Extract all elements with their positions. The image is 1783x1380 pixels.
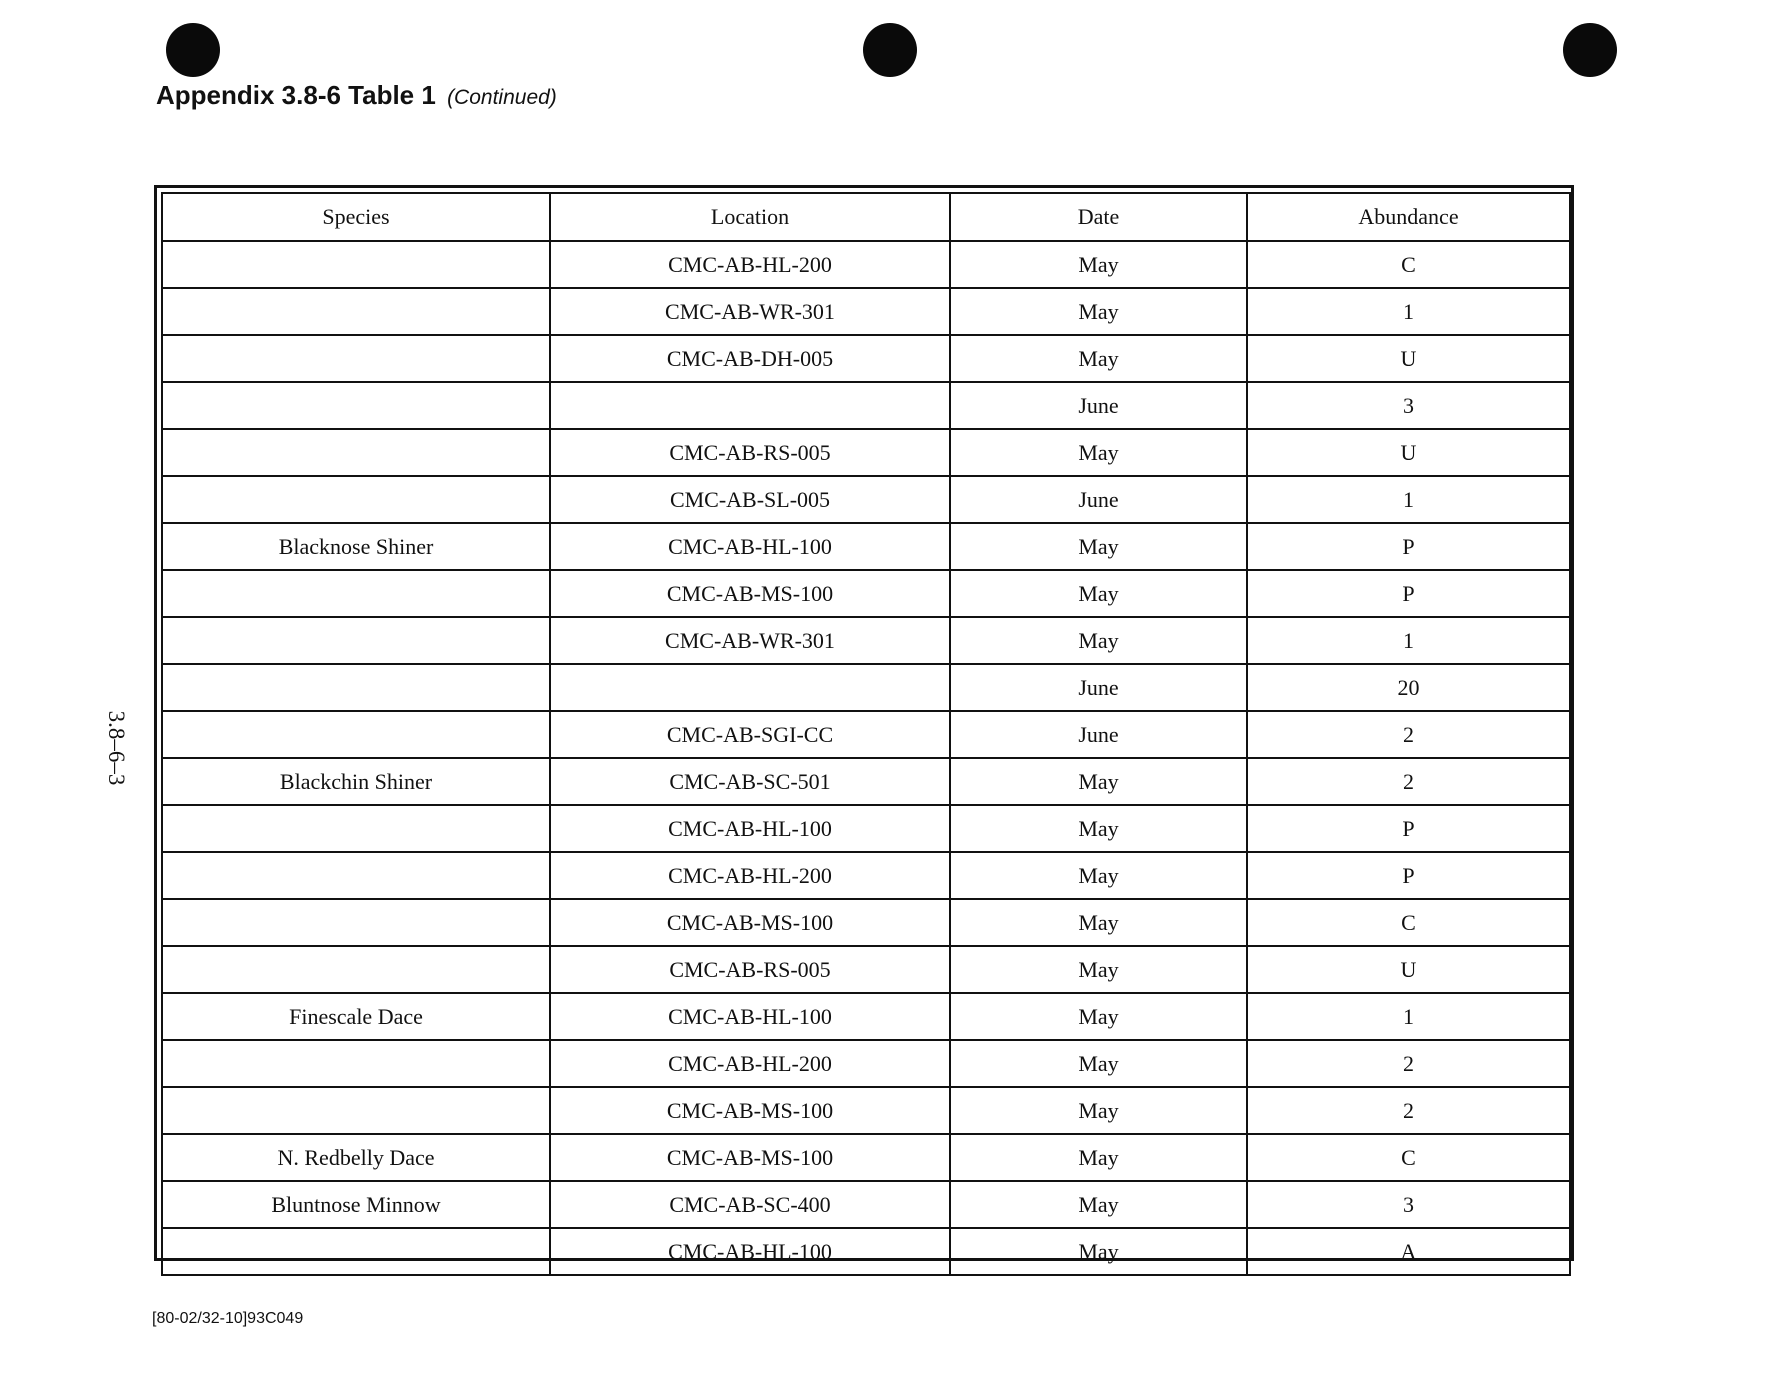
cell-location: CMC-AB-SL-005 <box>550 476 950 523</box>
table-row <box>162 946 1570 993</box>
cell-abundance: P <box>1247 523 1570 570</box>
cell-species <box>162 946 550 993</box>
cell-location: CMC-AB-HL-200 <box>550 852 950 899</box>
cell-location: CMC-AB-MS-100 <box>550 1087 950 1134</box>
table-body <box>162 241 1570 1275</box>
table-row <box>162 1087 1570 1134</box>
punch-hole-center <box>863 23 917 77</box>
cell-location: CMC-AB-MS-100 <box>550 899 950 946</box>
table-row <box>162 335 1570 382</box>
cell-species <box>162 1040 550 1087</box>
cell-abundance: 2 <box>1247 1040 1570 1087</box>
cell-abundance: 1 <box>1247 288 1570 335</box>
cell-abundance: U <box>1247 335 1570 382</box>
cell-abundance: 2 <box>1247 1087 1570 1134</box>
cell-abundance: P <box>1247 570 1570 617</box>
cell-species <box>162 852 550 899</box>
cell-abundance: 1 <box>1247 617 1570 664</box>
cell-species <box>162 382 550 429</box>
table-header-row <box>162 193 1570 241</box>
table-row <box>162 1040 1570 1087</box>
cell-species <box>162 899 550 946</box>
cell-species <box>162 241 550 288</box>
cell-date: May <box>950 1134 1247 1181</box>
cell-location: CMC-AB-HL-200 <box>550 241 950 288</box>
cell-abundance: C <box>1247 899 1570 946</box>
cell-date: May <box>950 288 1247 335</box>
cell-abundance: A <box>1247 1228 1570 1275</box>
table-row <box>162 617 1570 664</box>
cell-abundance: U <box>1247 429 1570 476</box>
cell-date: May <box>950 852 1247 899</box>
cell-location: CMC-AB-HL-100 <box>550 523 950 570</box>
document-code: [80-02/32-10]93C049 <box>152 1310 304 1327</box>
table-row <box>162 382 1570 429</box>
cell-date: May <box>950 993 1247 1040</box>
cell-location: CMC-AB-HL-200 <box>550 1040 950 1087</box>
cell-abundance: 1 <box>1247 993 1570 1040</box>
cell-species <box>162 476 550 523</box>
table-row <box>162 288 1570 335</box>
cell-date: May <box>950 335 1247 382</box>
cell-location: CMC-AB-WR-301 <box>550 617 950 664</box>
table-row <box>162 852 1570 899</box>
cell-location <box>550 382 950 429</box>
cell-abundance: 3 <box>1247 1181 1570 1228</box>
cell-species <box>162 711 550 758</box>
table-row <box>162 523 1570 570</box>
cell-species <box>162 335 550 382</box>
cell-species <box>162 1228 550 1275</box>
table-row <box>162 1181 1570 1228</box>
cell-date: May <box>950 1181 1247 1228</box>
cell-date: May <box>950 1228 1247 1275</box>
cell-date: June <box>950 476 1247 523</box>
cell-abundance: C <box>1247 1134 1570 1181</box>
cell-date: May <box>950 758 1247 805</box>
table-row <box>162 711 1570 758</box>
punch-hole-left <box>166 23 220 77</box>
page-number: 3.8–6–3 <box>104 710 129 786</box>
cell-date: June <box>950 711 1247 758</box>
table-row <box>162 1228 1570 1275</box>
page-title <box>156 80 557 111</box>
cell-date: May <box>950 946 1247 993</box>
cell-species: N. Redbelly Dace <box>162 1134 550 1181</box>
cell-location: CMC-AB-WR-301 <box>550 288 950 335</box>
cell-location: CMC-AB-SC-400 <box>550 1181 950 1228</box>
cell-date: May <box>950 429 1247 476</box>
header-abundance: Abundance <box>1247 193 1570 241</box>
cell-species <box>162 1087 550 1134</box>
cell-species <box>162 570 550 617</box>
cell-abundance: 2 <box>1247 711 1570 758</box>
cell-species <box>162 288 550 335</box>
header-date: Date <box>950 193 1247 241</box>
cell-date: May <box>950 570 1247 617</box>
cell-date: May <box>950 241 1247 288</box>
cell-species: Bluntnose Minnow <box>162 1181 550 1228</box>
header-species: Species <box>162 193 550 241</box>
punch-hole-right <box>1563 23 1617 77</box>
cell-location: CMC-AB-SGI-CC <box>550 711 950 758</box>
table-row <box>162 899 1570 946</box>
cell-location: CMC-AB-RS-005 <box>550 429 950 476</box>
cell-location: CMC-AB-HL-100 <box>550 805 950 852</box>
cell-abundance: P <box>1247 852 1570 899</box>
data-table <box>161 192 1571 1276</box>
cell-location: CMC-AB-DH-005 <box>550 335 950 382</box>
cell-location: CMC-AB-SC-501 <box>550 758 950 805</box>
table-row <box>162 570 1570 617</box>
table-row <box>162 429 1570 476</box>
cell-abundance: 1 <box>1247 476 1570 523</box>
cell-location: CMC-AB-MS-100 <box>550 1134 950 1181</box>
cell-species <box>162 617 550 664</box>
cell-species: Blackchin Shiner <box>162 758 550 805</box>
cell-species: Finescale Dace <box>162 993 550 1040</box>
cell-location: CMC-AB-MS-100 <box>550 570 950 617</box>
table-row <box>162 1134 1570 1181</box>
table-row <box>162 476 1570 523</box>
table-row <box>162 241 1570 288</box>
cell-abundance: 20 <box>1247 664 1570 711</box>
cell-location: CMC-AB-HL-100 <box>550 993 950 1040</box>
data-table-frame <box>154 185 1574 1264</box>
cell-species: Blacknose Shiner <box>162 523 550 570</box>
cell-date: May <box>950 899 1247 946</box>
cell-date: May <box>950 1087 1247 1134</box>
cell-date: June <box>950 664 1247 711</box>
table-row <box>162 664 1570 711</box>
cell-date: May <box>950 1040 1247 1087</box>
cell-date: May <box>950 523 1247 570</box>
cell-species <box>162 429 550 476</box>
cell-date: May <box>950 617 1247 664</box>
cell-location: CMC-AB-RS-005 <box>550 946 950 993</box>
cell-abundance: 2 <box>1247 758 1570 805</box>
table-row <box>162 993 1570 1040</box>
cell-date: May <box>950 805 1247 852</box>
table-row <box>162 805 1570 852</box>
header-location: Location <box>550 193 950 241</box>
cell-abundance: U <box>1247 946 1570 993</box>
table-row <box>162 758 1570 805</box>
cell-abundance: P <box>1247 805 1570 852</box>
cell-location <box>550 664 950 711</box>
title-main: Appendix 3.8-6 Table 1 <box>156 80 436 110</box>
cell-species <box>162 805 550 852</box>
cell-species <box>162 664 550 711</box>
cell-location: CMC-AB-HL-100 <box>550 1228 950 1275</box>
cell-abundance: C <box>1247 241 1570 288</box>
title-continued: (Continued) <box>447 86 557 109</box>
cell-date: June <box>950 382 1247 429</box>
cell-abundance: 3 <box>1247 382 1570 429</box>
